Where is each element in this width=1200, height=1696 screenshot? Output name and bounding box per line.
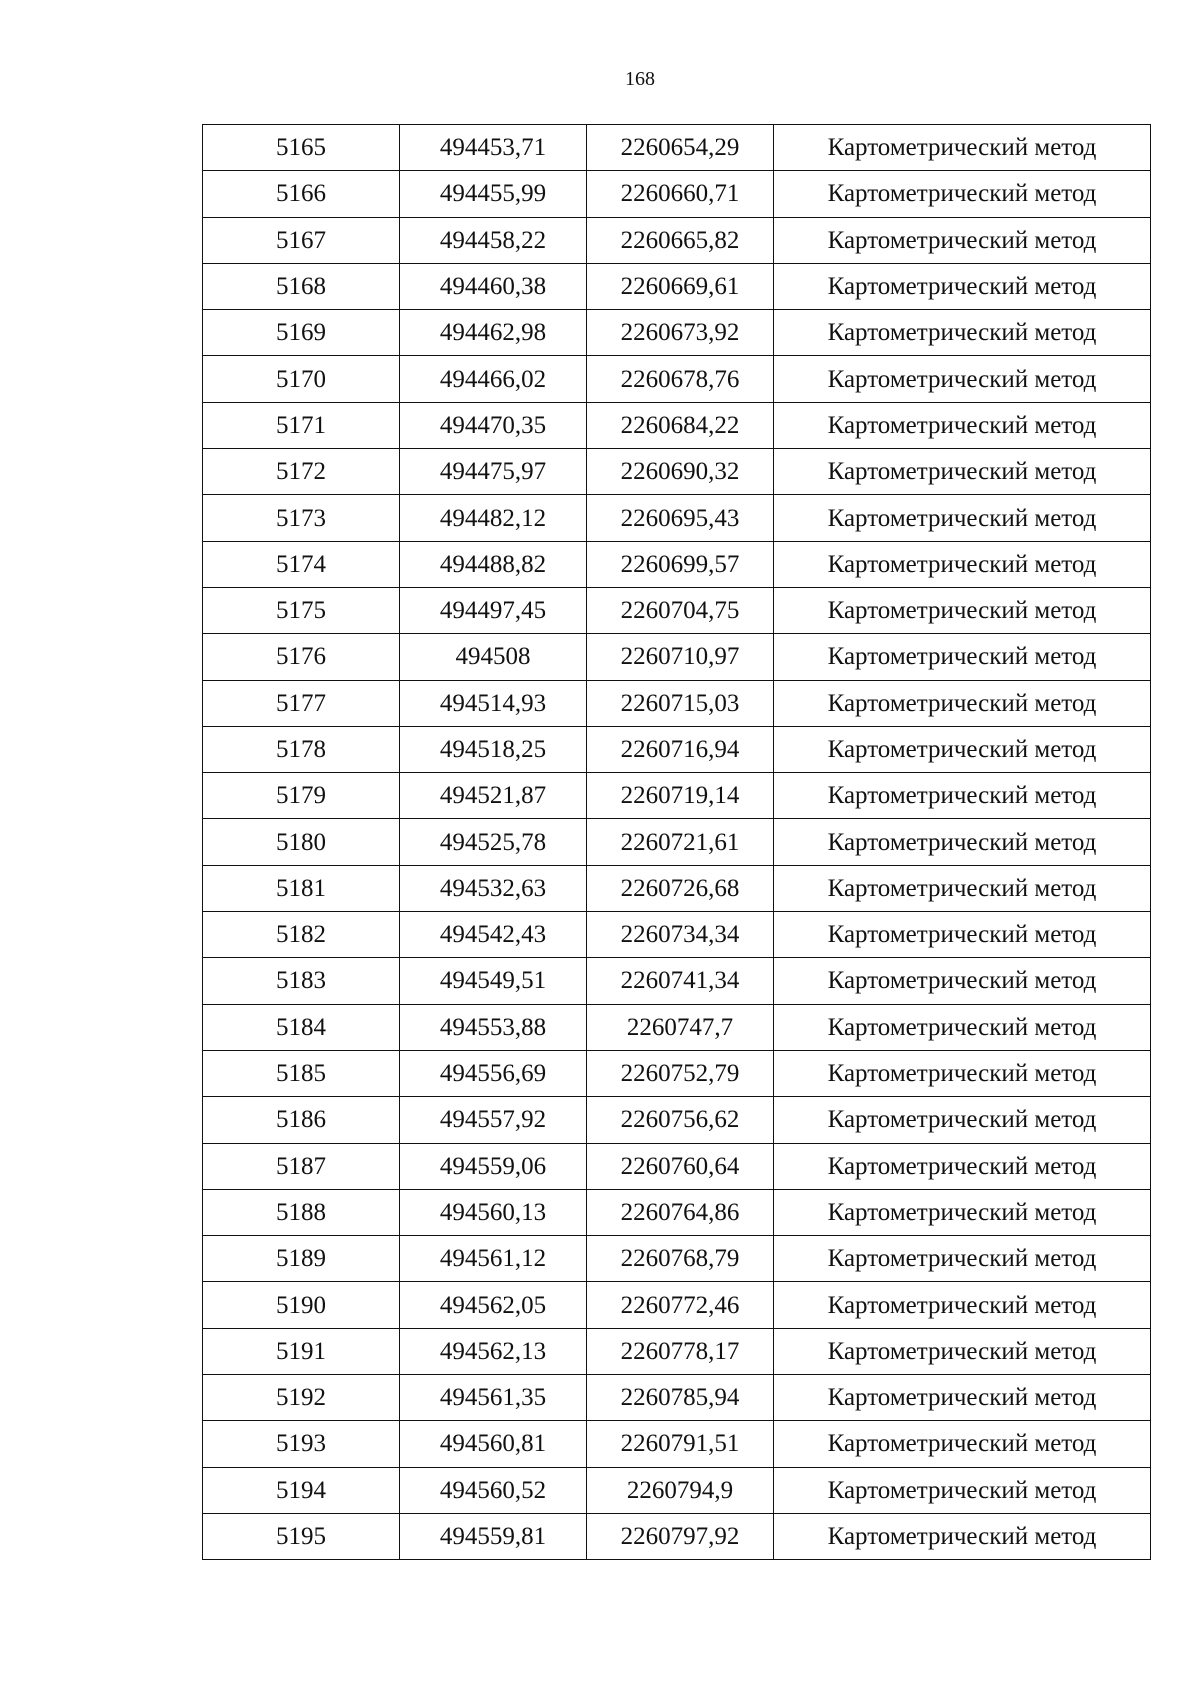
method-cell: Картометрический метод — [774, 310, 1151, 356]
method-cell: Картометрический метод — [774, 1143, 1151, 1189]
table-row — [203, 958, 1151, 1004]
y-coordinate-cell: 2260673,92 — [587, 310, 774, 356]
table-row — [203, 125, 1151, 171]
point-number-cell: 5180 — [203, 819, 400, 865]
x-coordinate-cell: 494508 — [400, 634, 587, 680]
method-cell: Картометрический метод — [774, 865, 1151, 911]
method-cell: Картометрический метод — [774, 680, 1151, 726]
y-coordinate-cell: 2260785,94 — [587, 1375, 774, 1421]
table-row — [203, 449, 1151, 495]
y-coordinate-cell: 2260764,86 — [587, 1189, 774, 1235]
method-cell: Картометрический метод — [774, 819, 1151, 865]
y-coordinate-cell: 2260690,32 — [587, 449, 774, 495]
table-row — [203, 263, 1151, 309]
point-number-cell: 5173 — [203, 495, 400, 541]
point-number-cell: 5189 — [203, 1236, 400, 1282]
point-number-cell: 5174 — [203, 541, 400, 587]
x-coordinate-cell: 494560,52 — [400, 1467, 587, 1513]
y-coordinate-cell: 2260710,97 — [587, 634, 774, 680]
y-coordinate-cell: 2260741,34 — [587, 958, 774, 1004]
point-number-cell: 5165 — [203, 125, 400, 171]
table-row — [203, 680, 1151, 726]
table-row — [203, 587, 1151, 633]
x-coordinate-cell: 494466,02 — [400, 356, 587, 402]
table-row — [203, 865, 1151, 911]
y-coordinate-cell: 2260794,9 — [587, 1467, 774, 1513]
method-cell: Картометрический метод — [774, 1004, 1151, 1050]
table-row — [203, 1189, 1151, 1235]
point-number-cell: 5181 — [203, 865, 400, 911]
method-cell: Картометрический метод — [774, 125, 1151, 171]
table-row — [203, 171, 1151, 217]
method-cell: Картометрический метод — [774, 1467, 1151, 1513]
method-cell: Картометрический метод — [774, 912, 1151, 958]
y-coordinate-cell: 2260772,46 — [587, 1282, 774, 1328]
x-coordinate-cell: 494549,51 — [400, 958, 587, 1004]
point-number-cell: 5172 — [203, 449, 400, 495]
point-number-cell: 5185 — [203, 1050, 400, 1096]
point-number-cell: 5168 — [203, 263, 400, 309]
y-coordinate-cell: 2260760,64 — [587, 1143, 774, 1189]
method-cell: Картометрический метод — [774, 1375, 1151, 1421]
x-coordinate-cell: 494560,13 — [400, 1189, 587, 1235]
x-coordinate-cell: 494482,12 — [400, 495, 587, 541]
point-number-cell: 5193 — [203, 1421, 400, 1467]
method-cell: Картометрический метод — [774, 171, 1151, 217]
x-coordinate-cell: 494561,35 — [400, 1375, 587, 1421]
table-row — [203, 1282, 1151, 1328]
method-cell: Картометрический метод — [774, 541, 1151, 587]
table-row — [203, 1513, 1151, 1559]
y-coordinate-cell: 2260778,17 — [587, 1328, 774, 1374]
point-number-cell: 5184 — [203, 1004, 400, 1050]
method-cell: Картометрический метод — [774, 1421, 1151, 1467]
x-coordinate-cell: 494518,25 — [400, 726, 587, 772]
method-cell: Картометрический метод — [774, 773, 1151, 819]
y-coordinate-cell: 2260797,92 — [587, 1513, 774, 1559]
table-row — [203, 819, 1151, 865]
method-cell: Картометрический метод — [774, 587, 1151, 633]
table-row — [203, 1328, 1151, 1374]
method-cell: Картометрический метод — [774, 1328, 1151, 1374]
x-coordinate-cell: 494525,78 — [400, 819, 587, 865]
y-coordinate-cell: 2260660,71 — [587, 171, 774, 217]
point-number-cell: 5166 — [203, 171, 400, 217]
table-row — [203, 1004, 1151, 1050]
method-cell: Картометрический метод — [774, 356, 1151, 402]
x-coordinate-cell: 494521,87 — [400, 773, 587, 819]
point-number-cell: 5188 — [203, 1189, 400, 1235]
method-cell: Картометрический метод — [774, 1236, 1151, 1282]
y-coordinate-cell: 2260665,82 — [587, 217, 774, 263]
x-coordinate-cell: 494542,43 — [400, 912, 587, 958]
table-row — [203, 356, 1151, 402]
point-number-cell: 5175 — [203, 587, 400, 633]
y-coordinate-cell: 2260716,94 — [587, 726, 774, 772]
y-coordinate-cell: 2260669,61 — [587, 263, 774, 309]
coordinates-table — [202, 124, 1151, 1560]
table-row — [203, 217, 1151, 263]
point-number-cell: 5183 — [203, 958, 400, 1004]
table-row — [203, 1467, 1151, 1513]
method-cell: Картометрический метод — [774, 1050, 1151, 1096]
method-cell: Картометрический метод — [774, 1282, 1151, 1328]
method-cell: Картометрический метод — [774, 495, 1151, 541]
method-cell: Картометрический метод — [774, 634, 1151, 680]
table-row — [203, 912, 1151, 958]
table-row — [203, 1375, 1151, 1421]
coordinates-table-body — [203, 125, 1151, 1560]
point-number-cell: 5190 — [203, 1282, 400, 1328]
method-cell: Картометрический метод — [774, 449, 1151, 495]
point-number-cell: 5170 — [203, 356, 400, 402]
x-coordinate-cell: 494497,45 — [400, 587, 587, 633]
y-coordinate-cell: 2260704,75 — [587, 587, 774, 633]
table-row — [203, 726, 1151, 772]
x-coordinate-cell: 494562,05 — [400, 1282, 587, 1328]
table-row — [203, 1050, 1151, 1096]
method-cell: Картометрический метод — [774, 217, 1151, 263]
x-coordinate-cell: 494561,12 — [400, 1236, 587, 1282]
x-coordinate-cell: 494460,38 — [400, 263, 587, 309]
method-cell: Картометрический метод — [774, 402, 1151, 448]
y-coordinate-cell: 2260719,14 — [587, 773, 774, 819]
y-coordinate-cell: 2260695,43 — [587, 495, 774, 541]
point-number-cell: 5195 — [203, 1513, 400, 1559]
y-coordinate-cell: 2260756,62 — [587, 1097, 774, 1143]
x-coordinate-cell: 494470,35 — [400, 402, 587, 448]
table-row — [203, 310, 1151, 356]
table-row — [203, 1097, 1151, 1143]
y-coordinate-cell: 2260768,79 — [587, 1236, 774, 1282]
point-number-cell: 5194 — [203, 1467, 400, 1513]
point-number-cell: 5178 — [203, 726, 400, 772]
point-number-cell: 5186 — [203, 1097, 400, 1143]
x-coordinate-cell: 494559,06 — [400, 1143, 587, 1189]
page-number: 168 — [625, 68, 655, 90]
y-coordinate-cell: 2260747,7 — [587, 1004, 774, 1050]
point-number-cell: 5192 — [203, 1375, 400, 1421]
x-coordinate-cell: 494562,13 — [400, 1328, 587, 1374]
y-coordinate-cell: 2260752,79 — [587, 1050, 774, 1096]
x-coordinate-cell: 494475,97 — [400, 449, 587, 495]
method-cell: Картометрический метод — [774, 1097, 1151, 1143]
x-coordinate-cell: 494557,92 — [400, 1097, 587, 1143]
point-number-cell: 5169 — [203, 310, 400, 356]
point-number-cell: 5177 — [203, 680, 400, 726]
y-coordinate-cell: 2260684,22 — [587, 402, 774, 448]
point-number-cell: 5187 — [203, 1143, 400, 1189]
x-coordinate-cell: 494488,82 — [400, 541, 587, 587]
x-coordinate-cell: 494559,81 — [400, 1513, 587, 1559]
table-row — [203, 1421, 1151, 1467]
y-coordinate-cell: 2260715,03 — [587, 680, 774, 726]
point-number-cell: 5176 — [203, 634, 400, 680]
y-coordinate-cell: 2260726,68 — [587, 865, 774, 911]
x-coordinate-cell: 494462,98 — [400, 310, 587, 356]
method-cell: Картометрический метод — [774, 263, 1151, 309]
method-cell: Картометрический метод — [774, 726, 1151, 772]
table-row — [203, 773, 1151, 819]
x-coordinate-cell: 494455,99 — [400, 171, 587, 217]
table-row — [203, 495, 1151, 541]
x-coordinate-cell: 494458,22 — [400, 217, 587, 263]
y-coordinate-cell: 2260721,61 — [587, 819, 774, 865]
x-coordinate-cell: 494532,63 — [400, 865, 587, 911]
y-coordinate-cell: 2260734,34 — [587, 912, 774, 958]
x-coordinate-cell: 494514,93 — [400, 680, 587, 726]
method-cell: Картометрический метод — [774, 1513, 1151, 1559]
x-coordinate-cell: 494556,69 — [400, 1050, 587, 1096]
method-cell: Картометрический метод — [774, 958, 1151, 1004]
y-coordinate-cell: 2260678,76 — [587, 356, 774, 402]
method-cell: Картометрический метод — [774, 1189, 1151, 1235]
y-coordinate-cell: 2260654,29 — [587, 125, 774, 171]
point-number-cell: 5191 — [203, 1328, 400, 1374]
x-coordinate-cell: 494553,88 — [400, 1004, 587, 1050]
point-number-cell: 5167 — [203, 217, 400, 263]
y-coordinate-cell: 2260699,57 — [587, 541, 774, 587]
table-row — [203, 541, 1151, 587]
table-row — [203, 634, 1151, 680]
table-row — [203, 1143, 1151, 1189]
point-number-cell: 5182 — [203, 912, 400, 958]
table-row — [203, 1236, 1151, 1282]
point-number-cell: 5179 — [203, 773, 400, 819]
y-coordinate-cell: 2260791,51 — [587, 1421, 774, 1467]
table-row — [203, 402, 1151, 448]
x-coordinate-cell: 494560,81 — [400, 1421, 587, 1467]
point-number-cell: 5171 — [203, 402, 400, 448]
x-coordinate-cell: 494453,71 — [400, 125, 587, 171]
